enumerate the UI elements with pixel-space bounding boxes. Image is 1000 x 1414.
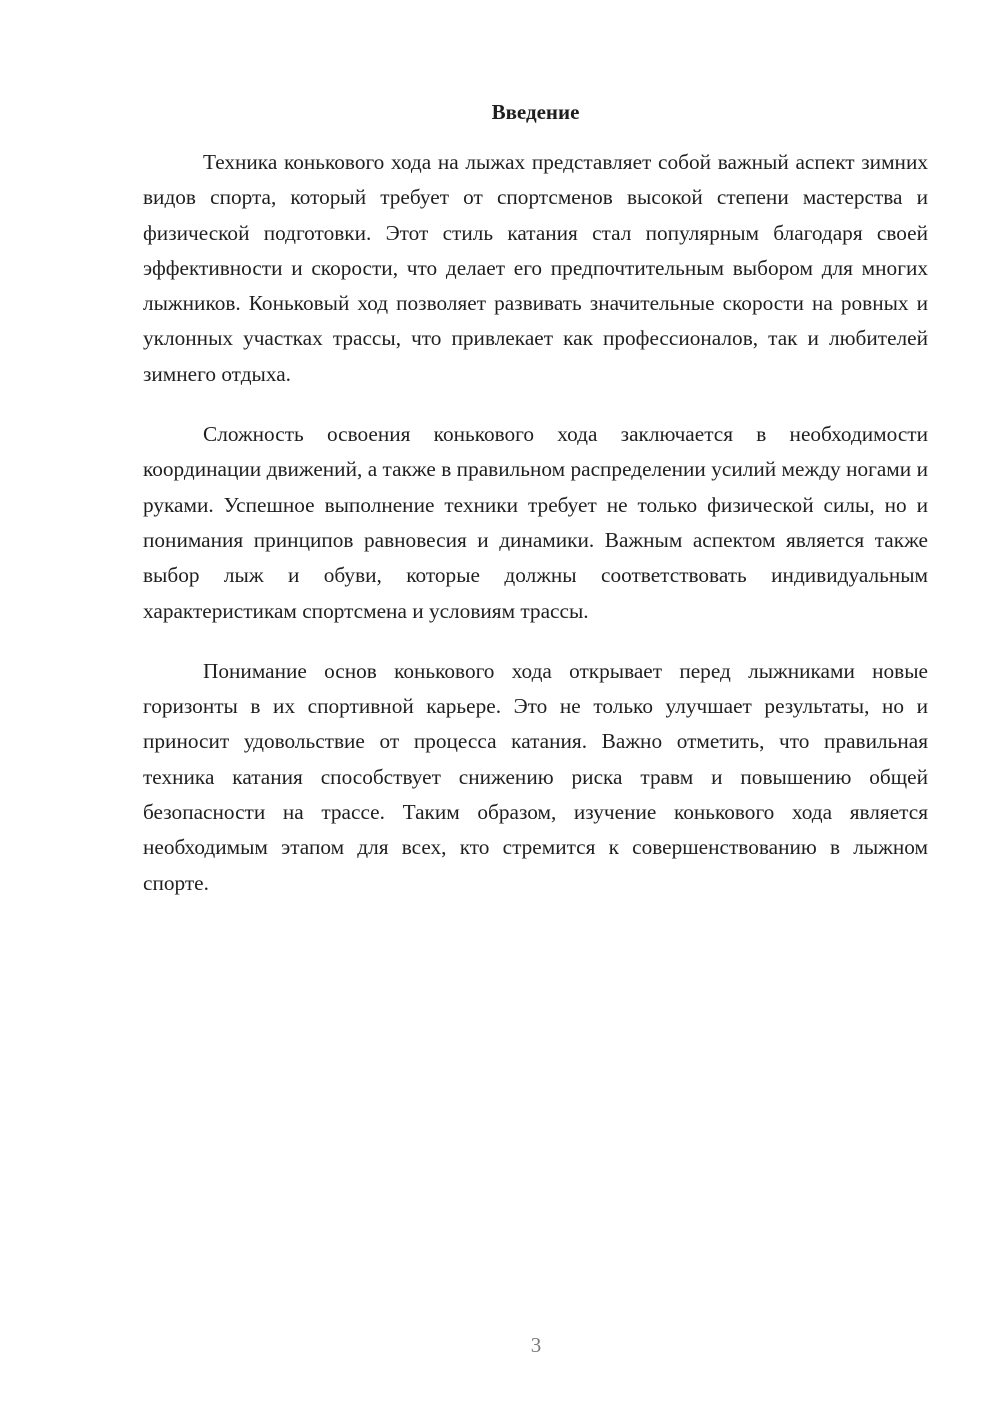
- paragraph-3: Понимание основ конькового хода открывает перед лыжниками новые горизонты в их спортивной карьере. Это не только улучшает результаты, но и приносит удовольствие от процесса катания. Важно отметить, что правильная техника катания способствует снижению риска травм и повышению общей безопасности на трассе. Таким образом, изучение конькового хода является необходимым этапом для всех, кто стремится к совершенствованию в лыжном спорте.: [143, 658, 928, 895]
- page-content: [143, 97, 928, 926]
- section-title: Введение: [491, 100, 580, 124]
- page-number: 3: [530, 1333, 542, 1357]
- paragraph-1: Техника конькового хода на лыжах представляет собой важный аспект зимних видов спорта, который требует от спортсменов высокой степени мастерства и физической подготовки. Этот стиль катания стал популярным благодаря своей эффективности и скорости, что делает его предпочтительным выбором для многих лыжников. Коньковый ход позволяет развивать значительные скорости на ровных и уклонных участках трассы, что привлекает как профессионалов, так и любителей зимнего отдыха.: [143, 150, 928, 386]
- paragraph-2: Сложность освоения конькового хода заключается в необходимости координации движений, а также в правильном распределении усилий между ногами и руками. Успешное выполнение техники требует не только физической силы, но и понимания принципов равновесия и динамики. Важным аспектом является также выбор лыж и обуви, которые должны соответствовать индивидуальным характеристикам спортсмена и условиям трассы.: [143, 422, 928, 623]
